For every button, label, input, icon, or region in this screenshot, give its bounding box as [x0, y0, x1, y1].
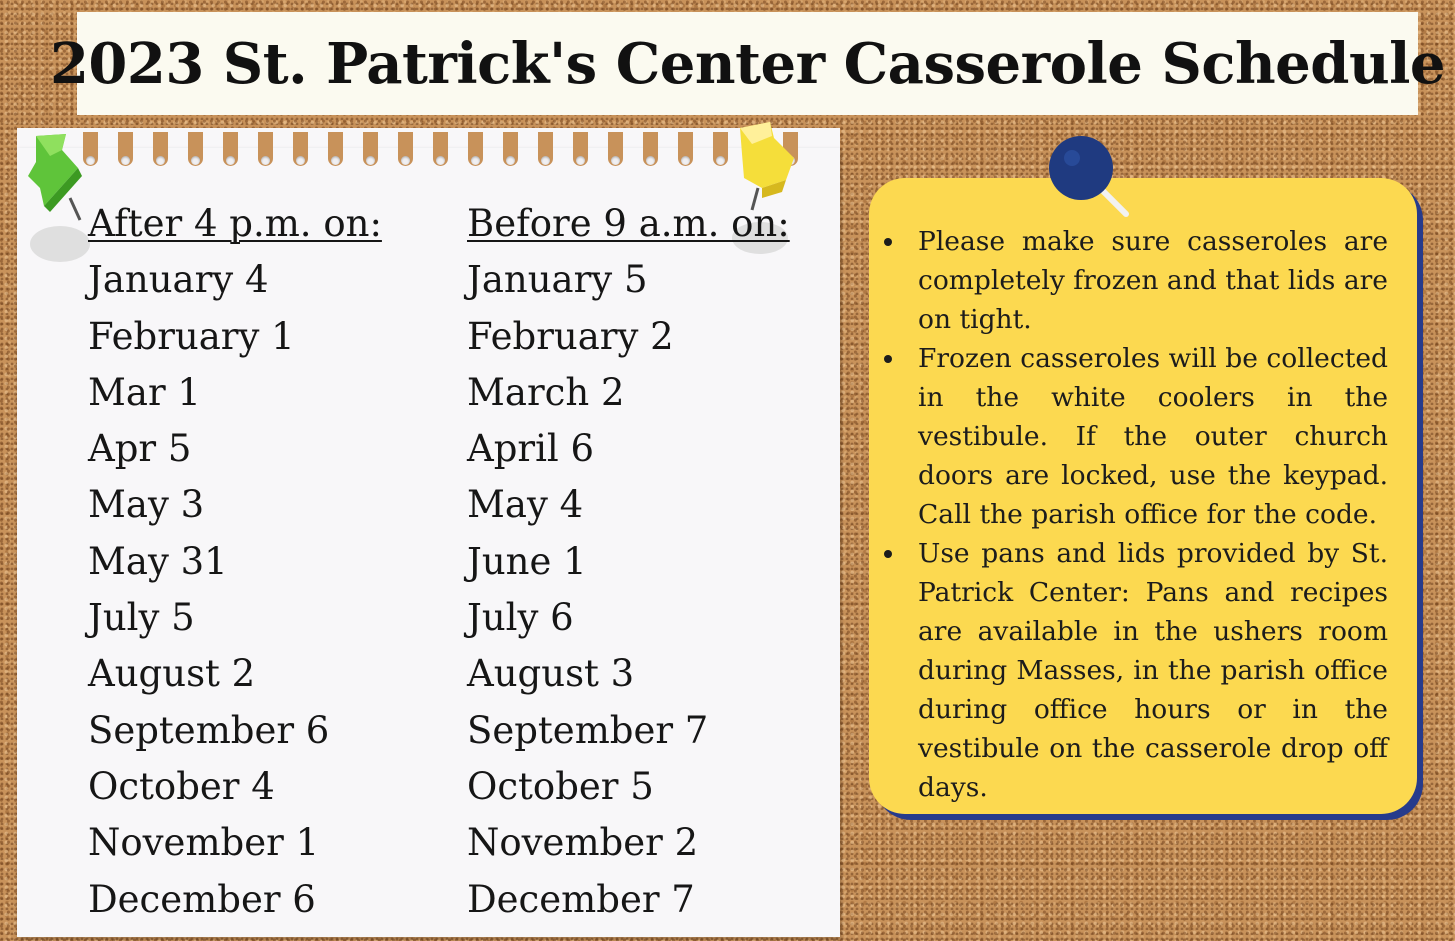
notebook-hole — [678, 132, 693, 166]
notebook-hole — [328, 132, 343, 166]
before-date-item: August 3 — [467, 652, 635, 696]
notebook-hole — [153, 132, 168, 166]
before-date-item: July 6 — [467, 596, 574, 640]
notebook-hole — [293, 132, 308, 166]
before-9am-column — [467, 196, 790, 928]
notebook-hole — [258, 132, 273, 166]
instruction-item: Frozen casseroles will be collected in the white coolers in the vestibule. If the outer church doors are locked, use the keypad. Call the parish office for the code. — [918, 339, 1388, 534]
notebook-hole — [363, 132, 378, 166]
notebook-hole — [503, 132, 518, 166]
navy-pin-icon — [1046, 134, 1136, 224]
after-date-item: February 1 — [88, 314, 295, 358]
after-4pm-column — [88, 196, 382, 928]
title-banner — [49, 12, 1446, 115]
notebook-hole — [398, 132, 413, 166]
instruction-item: Use pans and lids provided by St. Patrick Center: Pans and recipes are available in the ushers room during Masses, in the parish office during office hours or in the vestibule on the casserole drop off days. — [918, 534, 1388, 807]
notebook-hole — [573, 132, 588, 166]
before-date-item: November 2 — [467, 821, 699, 865]
notebook-hole — [608, 132, 623, 166]
after-date-item: Mar 1 — [88, 370, 201, 414]
notebook-hole — [118, 132, 133, 166]
before-date-item: October 5 — [467, 764, 654, 808]
before-date-item: February 2 — [467, 314, 674, 358]
notebook-hole — [188, 132, 203, 166]
after-date-item: December 6 — [88, 877, 316, 921]
after-date-item: May 3 — [88, 483, 205, 527]
after-date-item: October 4 — [88, 764, 275, 808]
page-title: 2023 St. Patrick's Center Casserole Schedule — [49, 30, 1446, 97]
after-date-item: August 2 — [88, 652, 256, 696]
after-date-item: Apr 5 — [88, 427, 192, 471]
instruction-item: Please make sure casseroles are completely frozen and that lids are on tight. — [918, 222, 1388, 339]
before-date-item: May 4 — [467, 483, 584, 527]
after-date-item: November 1 — [88, 821, 320, 865]
before-date-item: March 2 — [467, 370, 625, 414]
notebook-holes — [17, 132, 840, 172]
notebook-hole — [433, 132, 448, 166]
after-4pm-header: After 4 p.m. on: — [88, 202, 382, 245]
before-date-item: April 6 — [467, 427, 595, 471]
before-date-item: June 1 — [467, 539, 587, 583]
notebook-hole — [538, 132, 553, 166]
before-date-item: January 5 — [467, 258, 648, 302]
after-date-item: May 31 — [88, 539, 228, 583]
after-date-item: July 5 — [88, 596, 195, 640]
instructions-list — [918, 222, 1388, 807]
notebook-hole — [643, 132, 658, 166]
notebook-hole — [468, 132, 483, 166]
before-date-item: December 7 — [467, 877, 695, 921]
before-date-item: September 7 — [467, 708, 709, 752]
notebook-hole — [223, 132, 238, 166]
after-date-item: September 6 — [88, 708, 330, 752]
after-date-item: January 4 — [88, 258, 269, 302]
before-9am-header: Before 9 a.m. on: — [467, 202, 790, 245]
